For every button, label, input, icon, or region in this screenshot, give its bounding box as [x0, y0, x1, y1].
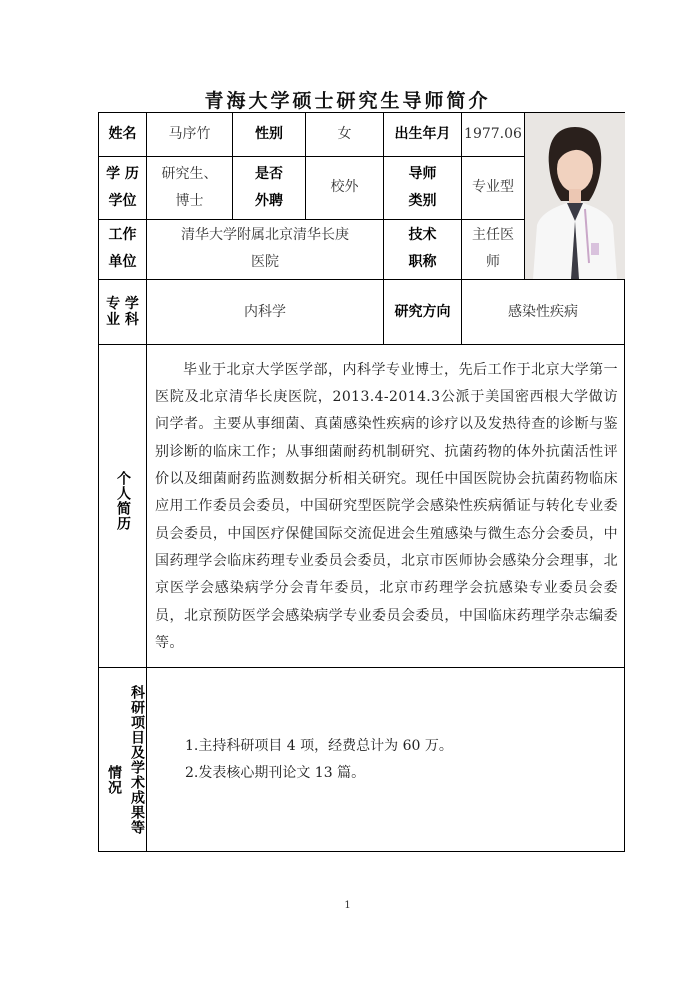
external-value: 校外 [306, 157, 384, 219]
bio-label-cell [99, 345, 147, 668]
edu-value: 研究生、 博士 [147, 157, 233, 219]
research-label-cell [99, 668, 147, 852]
name-label: 姓名 [99, 113, 147, 157]
research-label-col1: 情况 [106, 764, 122, 795]
research-list [147, 668, 625, 852]
title-value: 主任医 师 [462, 219, 525, 279]
birth-value: 1977.06 [462, 113, 525, 157]
portrait-photo [525, 113, 625, 279]
page-number: 1 [344, 900, 351, 911]
gender-label: 性别 [233, 113, 306, 157]
bio-label: 个人简历 [115, 471, 131, 531]
type-value: 专业型 [462, 157, 525, 219]
research-item: 2.发表核心期刊论文 13 篇。 [185, 764, 366, 781]
type-label: 导师 类别 [384, 157, 462, 219]
external-label: 是否 外聘 [233, 157, 306, 219]
title-label: 技术 职称 [384, 219, 462, 279]
page-title: 青海大学硕士研究生导师简介 [204, 90, 491, 112]
major-value: 内科学 [147, 280, 384, 345]
research-item: 1.主持科研项目 4 项，经费总计为 60 万。 [185, 737, 453, 754]
unit-value: 清华大学附属北京清华长庚 医院 [147, 219, 384, 279]
name-value: 马序竹 [147, 113, 233, 157]
research-label-col2: 科研项目及学术成果等 [129, 684, 145, 835]
direction-value: 感染性疾病 [462, 280, 625, 345]
birth-label: 出生年月 [384, 113, 462, 157]
gender-value: 女 [306, 113, 384, 157]
edu-label: 学 历 学位 [99, 157, 147, 219]
direction-label: 研究方向 [384, 280, 462, 345]
photo-cell [525, 113, 625, 280]
profile-table [98, 112, 625, 852]
bio-text: 毕业于北京大学医学部，内科学专业博士，先后工作于北京大学第一医院及北京清华长庚医院，2013.4-2014.3公派于美国密西根大学做访问学者。主要从事细菌、真菌感染性疾病的诊疗以及发热待查的诊断与鉴别诊断的临床工作；从事细菌耐药机制研究、抗菌药物的体外抗菌活性评价以及细菌耐药监测数据分析相关研究。现任中国医院协会抗菌药物临床应用工作委员会委员，中国研究型医院学会感染性疾病循证与转化专业委员会委员，中国医疗保健国际交流促进会生殖感染与微生态分会委员，中国药理学会临床药理专业委员会委员，北京市医师协会感染分会理事，北京医学会感染病学分会青年委员，北京市药理学会抗感染专业委员会委员，北京预防医学会感染病学专业委员会委员，中国临床药理学杂志编委等。 [147, 345, 625, 668]
major-label: 专 学 业 科 [99, 280, 147, 345]
unit-label: 工作 单位 [99, 219, 147, 279]
